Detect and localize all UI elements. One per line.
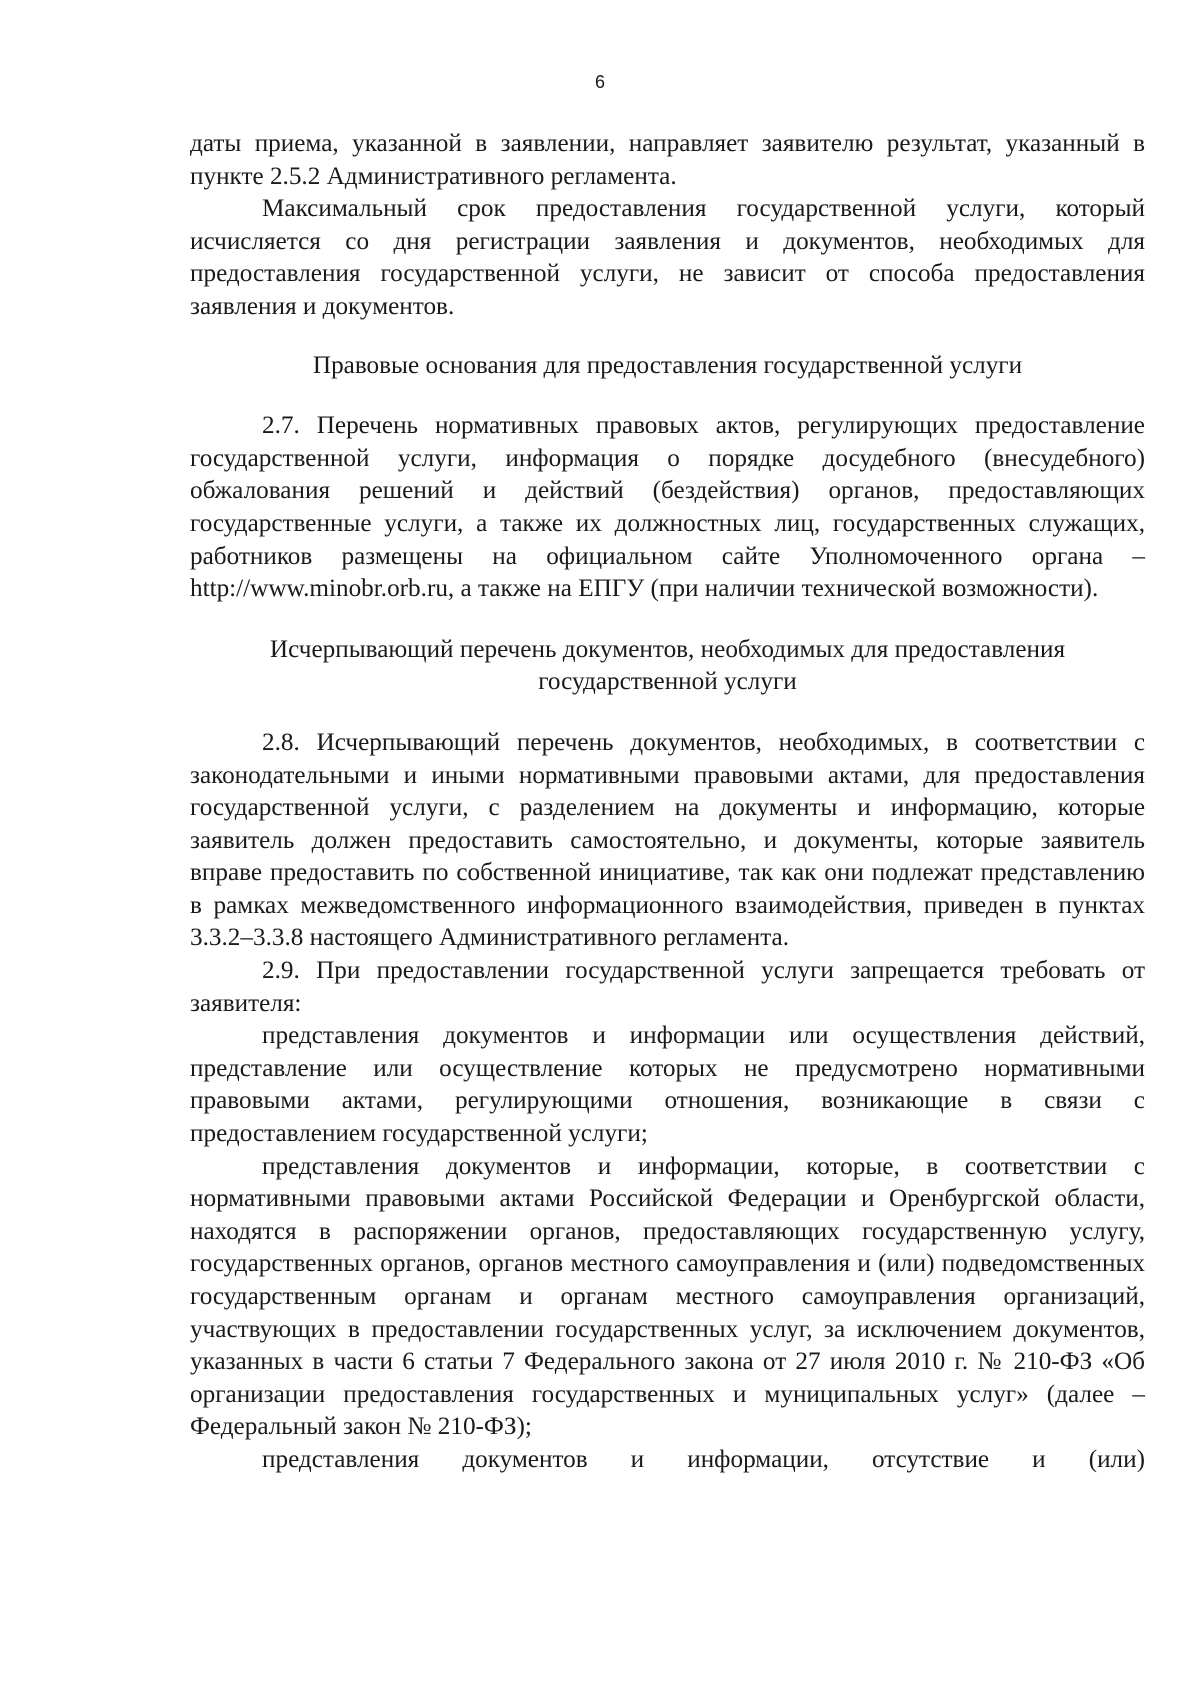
document-body [190,128,1145,1477]
paragraph-2-7: 2.7. Перечень нормативных правовых актов, регулирующих предоставление государственной услуги, информация о порядке досудебного (внесудебного) обжалования решений и действий (бездействия) органов, предоставляющих государственные услуги, а также их должностных лиц, государственных служащих, работников размещены на официальном сайте Уполномоченного органа – http://www.minobr.orb.ru, а также на ЕПГУ (при наличии технической возможности). [190,412,1145,603]
paragraph-continuation: даты приема, указанной в заявлении, направляет заявителю результат, указанный в пункте 2.5.2 Административного регламента. [190,130,1145,190]
paragraph-requirement-3: представления документов и информации, отсутствие и (или) [262,1445,1145,1473]
paragraph-2-8: 2.8. Исчерпывающий перечень документов, необходимых, в соответствии с законодательными и иными нормативными правовыми актами, для предоставления государственной услуги, с разделением на документы и информацию, которые заявитель должен предоставить самостоятельно, и документы, которые заявитель вправе предоставить по собственной инициативе, так как они подлежат представлению в рамках межведомственного информационного взаимодействия, приведен в пунктах 3.3.2–3.3.8 настоящего Административного регламента. [190,728,1145,952]
paragraph-2-9: 2.9. При предоставлении государственной услуги запрещается требовать от заявителя: [190,957,1145,1017]
paragraph-requirement-1: представления документов и информации или осуществления действий, представление или осуществление которых не предусмотрено нормативными правовыми актами, регулирующими отношения, возникающие в связи с предоставлением государственной услуги; [190,1022,1145,1148]
section-heading-documents: Исчерпывающий перечень документов, необходимых для предоставления государственной услуги [269,635,1066,696]
section-heading-legal-basis: Правовые основания для предоставления государственной услуги [312,351,1023,379]
page-number: 6 [594,72,605,92]
paragraph-requirement-2: представления документов и информации, которые, в соответствии с нормативными правовыми актами Российской Федерации и Оренбургской области, находятся в распоряжении органов, предоставляющих государственную услугу, государственных органов, органов местного самоуправления и (или) подведомственных государственным органам и органам местного самоуправления организаций, участвующих в предоставлении государственных услуг, за исключением документов, указанных в части 6 статьи 7 Федерального закона от 27 июля 2010 г. № 210-ФЗ «Об организации предоставления государственных и муниципальных услуг» (далее – Федеральный закон № 210-ФЗ); [190,1152,1145,1441]
paragraph-max-term: Максимальный срок предоставления государственной услуги, который исчисляется со дня регистрации заявления и документов, необходимых для предоставления государственной услуги, не зависит от способа предоставления заявления и документов. [190,195,1145,320]
